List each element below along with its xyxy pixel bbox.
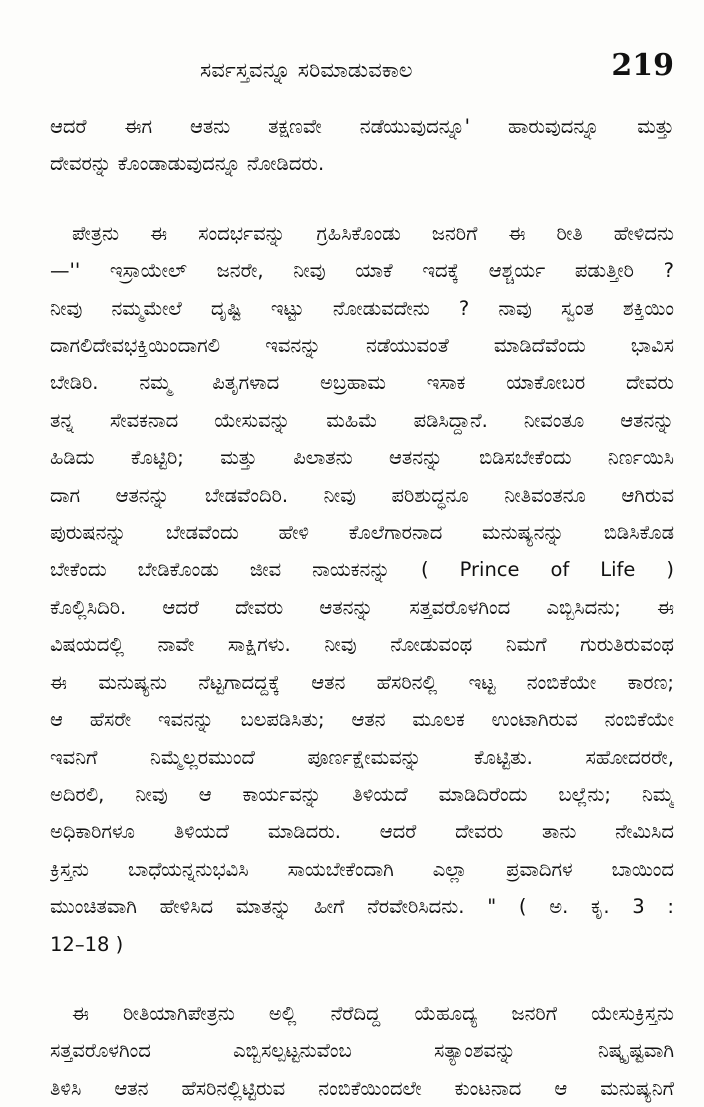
text-line: ಕೊಲ್ಲಿಸಿದಿರಿ. ಆದರೆ ದೇವರು ಆತನನ್ನು ಸತ್ತವರೊಳಗಿಂದ ಎಬ್ಬಿಸಿದನು; ಈ <box>50 595 674 619</box>
text-line: ಆ ಹೆಸರೇ ಇವನನ್ನು ಬಲಪಡಿಸಿತು; ಆತನ ಮೂಲಕ ಉಂಟಾಗಿರುವ ನಂಬಿಕೆಯೇ <box>50 708 674 732</box>
text-line: ಹಿಡಿದು ಕೊಟ್ಟಿರಿ; ಮತ್ತು ಪಿಲಾತನು ಆತನನ್ನು ಬಿಡಿಸಬೇಕೆಂದು ನಿರ್ಣಯಿಸಿ <box>50 446 674 470</box>
text-line: ಇವನಿಗೆ ನಿಮ್ಮೆಲ್ಲರಮುಂದೆ ಪೂರ್ಣಕ್ಷೇಮವನ್ನು ಕೊಟ್ಟಿತು. ಸಹೋದರರೇ, <box>50 745 674 769</box>
text-line: ಬೇಡಿರಿ. ನಮ್ಮ ಪಿತೃಗಳಾದ ಅಬ್ರಹಾಮ ಇಸಾಕ ಯಾಕೋಬರ ದೇವರು <box>50 371 674 395</box>
text-line: 12–18 ) <box>50 932 124 956</box>
paragraph-2 <box>50 215 674 963</box>
text-line: ಪೇತ್ರನು ಈ ಸಂದರ್ಭವನ್ನು ಗ್ರಹಿಸಿಕೊಂಡು ಜನರಿಗೆ ಈ ರೀತಿ ಹೇಳಿದನು <box>72 221 674 245</box>
text-line: ಈ ರೀತಿಯಾಗಿಪೇತ್ರನು ಅಲ್ಲಿ ನೆರೆದಿದ್ದ ಯೆಹೂದ್ಯ ಜನರಿಗೆ ಯೇಸುಕ್ರಿಸ್ತನು <box>72 1001 674 1025</box>
text-line: ದಾಗಲಿದೇವಭಕ್ತಿಯಿಂದಾಗಲಿ ಇವನನ್ನು ನಡೆಯುವಂತೆ ಮಾಡಿದೆವೆಂದು ಭಾವಿಸ <box>50 334 674 358</box>
text-line: ವಿಷಯದಲ್ಲಿ ನಾವೇ ಸಾಕ್ಷಿಗಳು. ನೀವು ನೋಡುವಂಥ ನಿಮಗೆ ಗುರುತಿರುವಂಥ <box>50 633 674 657</box>
text-line: ನೀವು ನಮ್ಮಮೇಲೆ ದೃಷ್ಟಿ ಇಟ್ಟು ನೋಡುವದೇನು ? ನಾವು ಸ್ವಂತ ಶಕ್ತಿಯಿಂ <box>50 296 674 320</box>
text-line: ತನ್ನ ಸೇವಕನಾದ ಯೇಸುವನ್ನು ಮಹಿಮೆ ಪಡಿಸಿದ್ದಾನೆ. ನೀವಂತೂ ಆತನನ್ನು <box>50 408 674 432</box>
text-line: —'' ಇಸ್ರಾಯೇಲ್ ಜನರೇ, ನೀವು ಯಾಕೆ ಇದಕ್ಕೆ ಆಶ್ಚರ್ಯ ಪಡುತ್ತೀರಿ ? <box>50 259 674 283</box>
text-line: ಅದಿರಲಿ, ನೀವು ಆ ಕಾರ್ಯವನ್ನು ತಿಳಿಯದೆ ಮಾಡಿದಿರೆಂದು ಬಲ್ಲೆನು; ನಿಮ್ಮ <box>50 782 674 806</box>
text-line: ಸತ್ತವರೊಳಗಿಂದ ಎಬ್ಬಿಸಲ್ಪಟ್ಟನುವೆಂಬ ಸತ್ಯಾಂಶವನ್ನು ನಿಷ್ಕೃಷ್ಟವಾಗಿ <box>50 1039 674 1063</box>
paragraph-1 <box>50 108 674 183</box>
text-line: ಕ್ರಿಸ್ತನು ಬಾಧೆಯನ್ನನುಭವಿಸಿ ಸಾಯಬೇಕೆಂದಾಗಿ ಎಲ್ಲಾ ಪ್ರವಾದಿಗಳ ಬಾಯಿಂದ <box>50 857 674 881</box>
text-line: ದೇವರನ್ನು ಕೊಂಡಾಡುವುದನ್ನೂ ನೋಡಿದರು. <box>50 152 325 176</box>
text-line: ಪುರುಷನನ್ನು ಬೇಡವೆಂದು ಹೇಳಿ ಕೊಲೆಗಾರನಾದ ಮನುಷ್ಯನನ್ನು ಬಿಡಿಸಿಕೊಡ <box>50 521 674 545</box>
text-line: ಬೇಕೆಂದು ಬೇಡಿಕೊಂಡು ಜೀವ ನಾಯಕನನ್ನು ( Prince of Life ) <box>50 558 674 582</box>
text-line: ತಿಳಿಸಿ ಆತನ ಹೆಸರಿನಲ್ಲಿಟ್ಟಿರುವ ನಂಬಿಕೆಯಿಂದಲೇ ಕುಂಟನಾದ ಆ ಮನುಷ್ಯನಿಗೆ <box>50 1076 674 1100</box>
paragraph-3 <box>50 995 674 1107</box>
text-line: ಆದರೆ ಈಗ ಆತನು ತಕ್ಷಣವೇ ನಡೆಯುವುದನ್ನೂ' ಹಾರುವುದನ್ನೂ ಮತ್ತು <box>50 115 674 138</box>
page-header <box>50 48 674 108</box>
text-line: ಮುಂಚಿತವಾಗಿ ಹೇಳಿಸಿದ ಮಾತನ್ನು ಹೀಗೆ ನೆರವೇರಿಸಿದನು. " ( ಅ. ಕೃ. 3 : <box>50 895 674 919</box>
text-line: ಅಧಿಕಾರಿಗಳೂ ತಿಳಿಯದೆ ಮಾಡಿದರು. ಆದರೆ ದೇವರು ತಾನು ನೇಮಿಸಿದ <box>50 820 674 844</box>
page-number: 219 <box>611 48 674 83</box>
text-line: ಈ ಮನುಷ್ಯನು ನೆಟ್ಟಗಾದದ್ದಕ್ಕೆ ಆತನ ಹೆಸರಿನಲ್ಲಿ ಇಟ್ಟ ನಂಬಿಕೆಯೇ ಕಾರಣ; <box>50 670 674 694</box>
text-line: ದಾಗ ಆತನನ್ನು ಬೇಡವೆಂದಿರಿ. ನೀವು ಪರಿಶುದ್ಧನೂ ನೀತಿವಂತನೂ ಆಗಿರುವ <box>50 483 674 507</box>
running-title: ಸರ್ವಸ್ತವನ್ನೂ ಸರಿಮಾಡುವಕಾಲ <box>200 58 413 82</box>
